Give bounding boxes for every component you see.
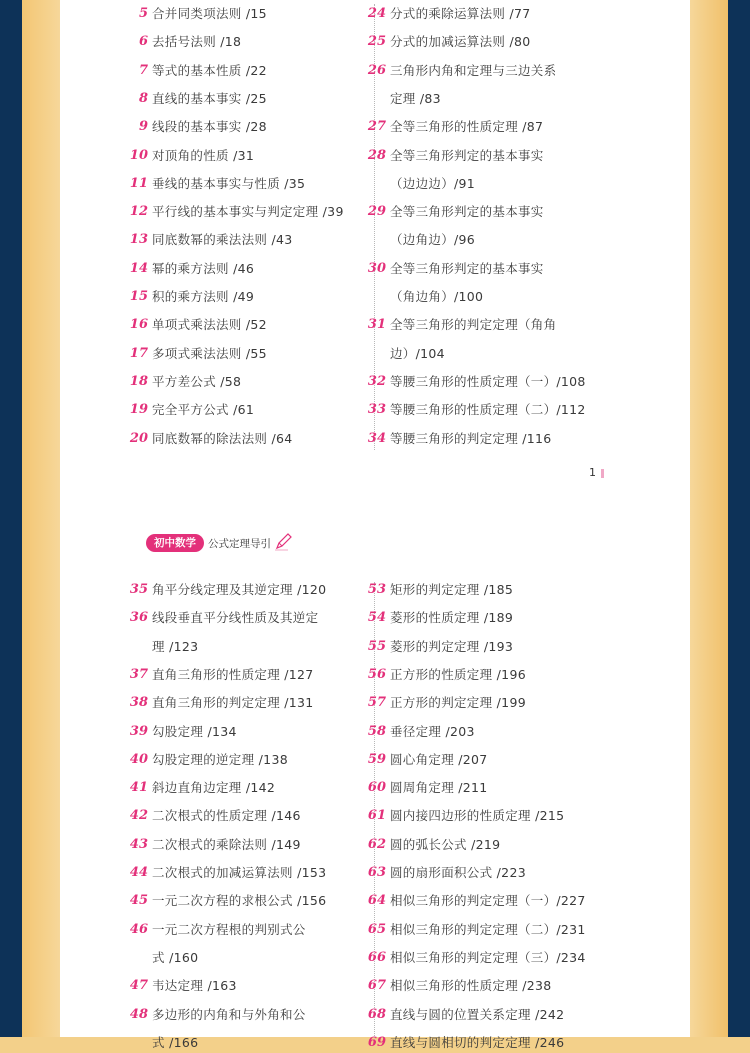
toc-entry (364, 400, 614, 420)
toc-entry (126, 61, 376, 81)
entry-title: 二次根式的加减运算法则 /153 (152, 865, 327, 880)
entry-title-continued: 定理 /83 (390, 90, 441, 106)
toc-entry (126, 429, 376, 449)
entry-number: 33 (367, 402, 386, 418)
toc-entry (364, 61, 614, 81)
toc-entry (364, 117, 614, 137)
entry-title: 直线与圆相切的判定定理 /246 (390, 1034, 565, 1050)
toc-entry (126, 230, 376, 250)
entry-number: 46 (129, 921, 148, 937)
entry-title: 等式的基本性质 /22 (152, 62, 267, 78)
toc-entry (126, 750, 376, 770)
entry-number: 67 (367, 978, 386, 994)
entry-number: 17 (129, 345, 148, 361)
toc-entry (364, 202, 614, 222)
entry-title: 勾股定理 /134 (152, 723, 237, 739)
entry-title: 角平分线定理及其逆定理 /120 (152, 582, 327, 597)
entry-number: 69 (367, 1034, 386, 1050)
entry-number: 68 (367, 1006, 386, 1022)
entry-title-continued: 式 /166 (152, 1034, 199, 1050)
toc-entry (364, 976, 614, 996)
entry-title: 二次根式的性质定理 /146 (152, 808, 301, 824)
entry-number: 64 (367, 893, 386, 909)
toc-entry (126, 344, 376, 364)
entry-title: 线段的基本事实 /28 (152, 119, 267, 135)
toc-entry (126, 259, 376, 279)
entry-number: 53 (367, 582, 386, 597)
entry-number: 15 (129, 289, 148, 304)
entry-number: 11 (129, 175, 148, 191)
entry-number: 61 (367, 808, 386, 824)
entry-title: 圆的弧长公式 /219 (390, 836, 501, 852)
entry-title: 相似三角形的判定定理（一）/227 (390, 893, 586, 909)
toc-entry (364, 863, 614, 883)
toc-entry (364, 693, 614, 713)
entry-number: 63 (367, 865, 386, 880)
entry-number: 57 (367, 695, 386, 711)
entry-title: 全等三角形的判定定理（角角 (390, 317, 557, 333)
entry-number: 16 (129, 317, 148, 333)
entry-title: 正方形的性质定理 /196 (390, 666, 526, 682)
entry-title: 合并同类项法则 /15 (152, 6, 267, 21)
entry-title: 平方差公式 /58 (152, 373, 242, 389)
entry-title: 菱形的判定定理 /193 (390, 638, 514, 654)
toc-entry (364, 948, 614, 968)
entry-number: 30 (367, 260, 386, 276)
entry-number: 60 (367, 780, 386, 796)
entry-title: 圆周角定理 /211 (390, 780, 488, 796)
header-subtitle: 公式定理导引 (208, 538, 271, 550)
entry-number: 5 (138, 6, 148, 21)
left-gold-border (22, 0, 60, 1037)
entry-title: 等腰三角形的性质定理（一）/108 (390, 373, 586, 389)
entry-title: 一元二次方程根的判别式公 (152, 921, 306, 937)
right-gold-border (690, 0, 728, 1037)
entry-number: 36 (129, 610, 148, 626)
toc-entry (364, 1033, 614, 1053)
toc-entry (126, 976, 376, 996)
toc-entry (126, 146, 376, 166)
entry-number: 10 (129, 147, 148, 163)
toc-entry (364, 722, 614, 742)
entry-number: 47 (129, 978, 148, 994)
entry-number: 31 (367, 317, 386, 333)
entry-number: 28 (367, 147, 386, 163)
header-badge: 初中数学 (146, 534, 204, 552)
toc-entry (364, 580, 614, 600)
entry-title: 单项式乘法法则 /52 (152, 317, 267, 333)
entry-number: 6 (138, 34, 148, 50)
toc-entry (364, 637, 614, 657)
toc-entry (364, 259, 614, 279)
entry-title: 矩形的判定定理 /185 (390, 582, 514, 597)
toc-entry (126, 117, 376, 137)
page-number-mark (601, 469, 604, 478)
entry-number: 14 (129, 260, 148, 276)
toc-entry (364, 778, 614, 798)
entry-title: 直线与圆的位置关系定理 /242 (390, 1006, 565, 1022)
toc-entry (126, 174, 376, 194)
entry-number: 24 (367, 6, 386, 21)
entry-title: 等腰三角形的判定定理 /116 (390, 430, 552, 446)
entry-title: 线段垂直平分线性质及其逆定 (152, 610, 319, 626)
entry-title-continued: （边角边）/96 (390, 232, 476, 248)
entry-title: 勾股定理的逆定理 /138 (152, 751, 288, 767)
entry-number: 56 (367, 666, 386, 682)
book-page (60, 0, 690, 1050)
entry-title: 韦达定理 /163 (152, 978, 237, 994)
entry-title: 积的乘方法则 /49 (152, 289, 255, 304)
entry-title: 二次根式的乘除法则 /149 (152, 836, 301, 852)
entry-number: 25 (367, 34, 386, 50)
entry-number: 38 (129, 695, 148, 711)
entry-title: 正方形的判定定理 /199 (390, 695, 526, 711)
entry-number: 32 (367, 373, 386, 389)
entry-title: 多项式乘法法则 /55 (152, 345, 267, 361)
toc-entry (364, 146, 614, 166)
entry-title: 直角三角形的性质定理 /127 (152, 666, 314, 682)
entry-number: 39 (129, 723, 148, 739)
toc-entry (126, 1005, 376, 1025)
entry-number: 54 (367, 610, 386, 626)
toc-entry (126, 372, 376, 392)
entry-title: 垂径定理 /203 (390, 723, 475, 739)
entry-number: 13 (129, 232, 148, 248)
entry-title: 全等三角形判定的基本事实 (390, 204, 544, 220)
entry-number: 55 (367, 638, 386, 654)
entry-number: 35 (129, 582, 148, 597)
entry-title: 分式的加减运算法则 /80 (390, 34, 531, 50)
toc-entry (126, 778, 376, 798)
toc-entry (126, 400, 376, 420)
toc-entry (364, 806, 614, 826)
toc-entry (126, 202, 376, 222)
toc-entry (364, 315, 614, 335)
entry-title: 菱形的性质定理 /189 (390, 610, 514, 626)
entry-number: 40 (129, 751, 148, 767)
toc-entry (126, 32, 376, 52)
toc-entry (364, 32, 614, 52)
entry-number: 26 (367, 62, 386, 78)
entry-title-continued: （边边边）/91 (390, 175, 476, 191)
entry-title: 一元二次方程的求根公式 /156 (152, 893, 327, 909)
entry-title: 垂线的基本事实与性质 /35 (152, 175, 306, 191)
entry-number: 29 (367, 204, 386, 220)
toc-entry (364, 891, 614, 911)
entry-title: 分式的乘除运算法则 /77 (390, 6, 531, 21)
entry-title: 同底数幂的除法法则 /64 (152, 430, 293, 446)
entry-title: 相似三角形的性质定理 /238 (390, 978, 552, 994)
toc-entry (126, 693, 376, 713)
entry-title: 斜边直角边定理 /142 (152, 780, 276, 796)
entry-number: 42 (129, 808, 148, 824)
page-number: 1 (589, 466, 596, 479)
entry-number: 8 (138, 90, 148, 106)
entry-title: 直角三角形的判定定理 /131 (152, 695, 314, 711)
entry-title: 多边形的内角和与外角和公 (152, 1006, 306, 1022)
toc-entry (364, 4, 614, 24)
toc-entry (126, 806, 376, 826)
entry-number: 66 (367, 949, 386, 965)
left-navy-border (0, 0, 22, 1037)
entry-number: 48 (129, 1006, 148, 1022)
pencil-icon (274, 532, 294, 552)
toc-entry (126, 4, 376, 24)
entry-number: 12 (129, 204, 148, 220)
entry-number: 27 (367, 119, 386, 135)
entry-title: 对顶角的性质 /31 (152, 147, 255, 163)
entry-title-continued: 式 /160 (152, 949, 199, 965)
entry-title: 全等三角形判定的基本事实 (390, 147, 544, 163)
right-navy-border (728, 0, 750, 1037)
toc-entry (126, 287, 376, 307)
entry-title: 平行线的基本事实与判定定理 /39 (152, 204, 344, 220)
entry-number: 45 (129, 893, 148, 909)
entry-title: 圆的扇形面积公式 /223 (390, 865, 526, 880)
entry-number: 19 (129, 402, 148, 418)
toc-entry (364, 429, 614, 449)
toc-entry (126, 920, 376, 940)
entry-title: 三角形内角和定理与三边关系 (390, 62, 557, 78)
entry-number: 18 (129, 373, 148, 389)
entry-number: 9 (138, 119, 148, 135)
entry-title-continued: 边）/104 (390, 345, 445, 361)
entry-number: 65 (367, 921, 386, 937)
entry-number: 34 (367, 430, 386, 446)
entry-title: 完全平方公式 /61 (152, 402, 255, 418)
toc-entry (364, 665, 614, 685)
entry-title: 相似三角形的判定定理（三）/234 (390, 949, 586, 965)
entry-title: 全等三角形判定的基本事实 (390, 260, 544, 276)
toc-entry (126, 863, 376, 883)
entry-number: 7 (138, 62, 148, 78)
toc-entry (364, 608, 614, 628)
entry-number: 58 (367, 723, 386, 739)
entry-number: 41 (129, 780, 148, 796)
entry-title: 相似三角形的判定定理（二）/231 (390, 921, 586, 937)
toc-entry (126, 665, 376, 685)
toc-entry (364, 1005, 614, 1025)
entry-title: 去括号法则 /18 (152, 34, 242, 50)
entry-number: 59 (367, 751, 386, 767)
toc-entry (126, 315, 376, 335)
toc-entry (126, 722, 376, 742)
toc-entry (126, 608, 376, 628)
toc-entry (126, 89, 376, 109)
toc-entry (126, 891, 376, 911)
toc-entry (126, 580, 376, 600)
entry-title: 等腰三角形的性质定理（二）/112 (390, 402, 586, 418)
entry-title-continued: 理 /123 (152, 638, 199, 654)
entry-title: 全等三角形的性质定理 /87 (390, 119, 544, 135)
entry-title-continued: （角边角）/100 (390, 289, 484, 304)
entry-number: 20 (129, 430, 148, 446)
toc-entry (364, 920, 614, 940)
entry-number: 37 (129, 666, 148, 682)
toc-entry (126, 835, 376, 855)
toc-entry (364, 835, 614, 855)
entry-title: 圆内接四边形的性质定理 /215 (390, 808, 565, 824)
entry-title: 直线的基本事实 /25 (152, 90, 267, 106)
toc-entry (364, 372, 614, 392)
entry-number: 44 (129, 865, 148, 880)
entry-title: 幂的乘方法则 /46 (152, 260, 255, 276)
entry-number: 43 (129, 836, 148, 852)
toc-entry (364, 750, 614, 770)
entry-title: 同底数幂的乘法法则 /43 (152, 232, 293, 248)
entry-number: 62 (367, 836, 386, 852)
entry-title: 圆心角定理 /207 (390, 751, 488, 767)
